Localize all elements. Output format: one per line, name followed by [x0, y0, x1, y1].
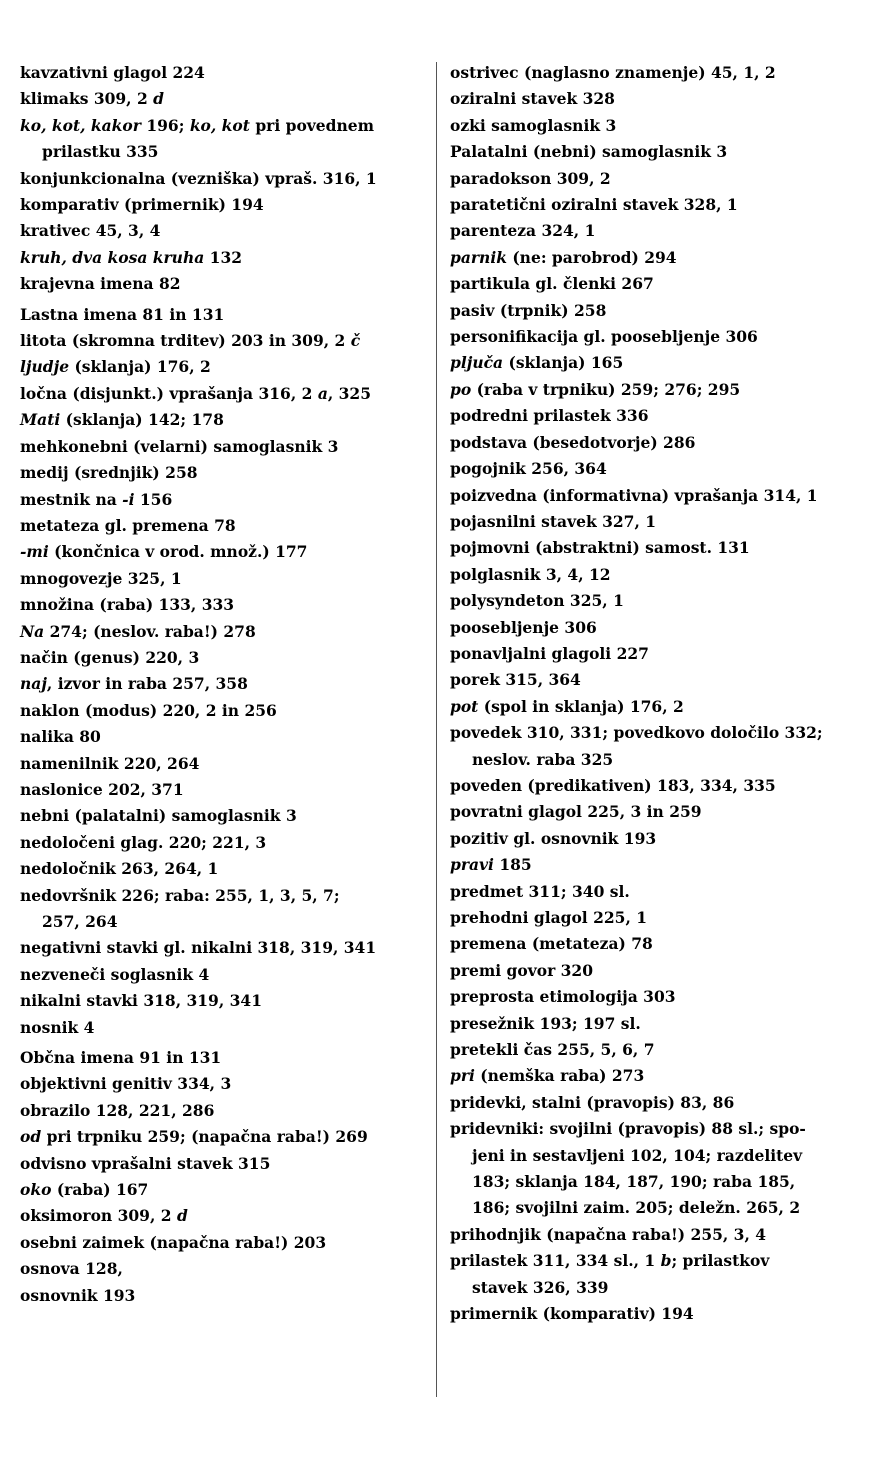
entry-text: nezveneči soglasnik 4	[20, 964, 210, 984]
entry-text: nedovršnik 226; raba: 255, 1, 3, 5, 7;	[20, 885, 340, 905]
index-entry	[20, 381, 425, 407]
index-entry	[450, 430, 855, 456]
entry-text: neslov. raba 325	[472, 749, 614, 769]
entry-text: primernik (komparativ) 194	[450, 1304, 694, 1324]
index-entry	[20, 434, 425, 460]
entry-text: 156	[134, 489, 173, 509]
entry-text: ; prilastkov	[671, 1251, 770, 1271]
entry-text: pri trpniku 259; (napačna raba!) 269	[41, 1127, 368, 1147]
entry-text: 132	[204, 247, 243, 267]
index-entry	[20, 1071, 425, 1097]
index-entry	[450, 641, 855, 667]
entry-text: stavek 326, 339	[472, 1277, 609, 1297]
entry-text: (sklanja) 165	[503, 353, 624, 373]
index-entry	[20, 218, 425, 244]
index-entry	[450, 720, 855, 746]
index-entry	[450, 852, 855, 878]
entry-text: pridevki, stalni (pravopis) 83, 86	[450, 1092, 735, 1112]
entry-text: povratni glagol 225, 3 in 259	[450, 802, 702, 822]
entry-text: pasiv (trpnik) 258	[450, 300, 607, 320]
italic-term: ko, kot	[189, 115, 250, 135]
entry-text: oziralni stavek 328	[450, 89, 615, 109]
index-entry	[450, 799, 855, 825]
entry-text: (spol in sklanja) 176, 2	[478, 696, 684, 716]
entry-text: , izvor in raba 257, 358	[46, 674, 248, 694]
entry-text: mehkonebni (velarni) samoglasnik 3	[20, 436, 339, 456]
entry-text: poizvedna (informativna) vprašanja 314, 1	[450, 485, 818, 505]
italic-term: pljuča	[450, 353, 504, 373]
index-entry	[450, 1301, 855, 1327]
entry-text: ločna (disjunkt.) vprašanja 316, 2	[20, 383, 318, 403]
index-entry	[20, 1256, 425, 1282]
entry-text: (sklanja) 176, 2	[69, 357, 211, 377]
entry-text: (raba) 167	[51, 1180, 149, 1200]
entry-text: pogojnik 256, 364	[450, 459, 607, 479]
index-entry	[450, 403, 855, 429]
index-entry	[20, 302, 425, 328]
entry-text: osnovnik 193	[20, 1285, 136, 1305]
entry-text: obrazilo 128, 221, 286	[20, 1100, 215, 1120]
index-entry	[20, 962, 425, 988]
column-divider	[436, 62, 437, 1397]
entry-text: polysyndeton 325, 1	[450, 591, 624, 611]
index-entry	[20, 935, 425, 961]
index-entry	[450, 298, 855, 324]
index-entry	[450, 879, 855, 905]
entry-text: podstava (besedotvorje) 286	[450, 432, 696, 452]
entry-text: (nemška raba) 273	[474, 1066, 645, 1086]
index-entry-continuation	[450, 1275, 855, 1301]
entry-text: jeni in sestavljeni 102, 104; razdelitev	[472, 1145, 803, 1165]
entry-text: polglasnik 3, 4, 12	[450, 564, 611, 584]
index-entry	[20, 698, 425, 724]
index-entry	[450, 984, 855, 1010]
entry-text: parenteza 324, 1	[450, 221, 596, 241]
index-entry-continuation	[450, 1195, 855, 1221]
index-entry	[450, 113, 855, 139]
entry-text: preprosta etimologija 303	[450, 987, 676, 1007]
entry-text: nedoločnik 263, 264, 1	[20, 859, 219, 879]
index-entry	[20, 777, 425, 803]
index-entry	[20, 1151, 425, 1177]
entry-text: nalika 80	[20, 727, 101, 747]
index-entry	[20, 1177, 425, 1203]
index-entry	[20, 645, 425, 671]
index-column-left	[20, 60, 425, 1309]
index-entry	[450, 667, 855, 693]
index-entry	[20, 460, 425, 486]
index-entry	[450, 192, 855, 218]
entry-text: nebni (palatalni) samoglasnik 3	[20, 806, 297, 826]
entry-text: ostrivec (naglasno znamenje) 45, 1, 2	[450, 63, 776, 82]
entry-text: mnogovezje 325, 1	[20, 568, 182, 588]
index-entry	[450, 86, 855, 112]
index-entry-continuation	[450, 747, 855, 773]
entry-text: medij (srednjik) 258	[20, 463, 198, 483]
entry-text: prilastek 311, 334 sl., 1	[450, 1251, 661, 1271]
index-entry	[20, 328, 425, 354]
italic-term: pri	[450, 1066, 475, 1086]
index-entry	[450, 245, 855, 271]
italic-term: pot	[450, 696, 479, 716]
entry-text: 186; svojilni zaim. 205; deležn. 265, 2	[472, 1198, 801, 1218]
index-entry	[450, 1222, 855, 1248]
entry-text: prilastku 335	[42, 142, 159, 162]
entry-text: paratetični oziralni stavek 328, 1	[450, 195, 738, 215]
entry-text: povedek 310, 331; povedkovo določilo 332;	[450, 723, 823, 743]
entry-text: Občna imena 91 in 131	[20, 1048, 222, 1068]
entry-text: 274; (neslov. raba!) 278	[44, 621, 256, 641]
entry-text: (sklanja) 142; 178	[60, 410, 224, 430]
index-entry	[20, 166, 425, 192]
entry-text: komparativ (primernik) 194	[20, 195, 264, 215]
entry-text: litota (skromna trditev) 203 in 309, 2	[20, 331, 351, 351]
italic-term: od	[20, 1127, 42, 1147]
index-entry	[20, 803, 425, 829]
index-entry	[450, 271, 855, 297]
index-entry	[20, 856, 425, 882]
index-entry	[20, 192, 425, 218]
entry-text: naklon (modus) 220, 2 in 256	[20, 700, 277, 720]
entry-text: konjunkcionalna (vezniška) vpraš. 316, 1	[20, 168, 377, 188]
entry-text: klimaks 309, 2	[20, 89, 154, 109]
entry-text: ponavljalni glagoli 227	[450, 643, 649, 663]
entry-text: osebni zaimek (napačna raba!) 203	[20, 1232, 327, 1252]
entry-text: mestnik na	[20, 489, 123, 509]
index-entry	[20, 988, 425, 1014]
index-entry	[450, 1090, 855, 1116]
index-entry	[20, 271, 425, 297]
index-entry	[20, 60, 425, 86]
index-entry	[450, 905, 855, 931]
index-entry	[450, 139, 855, 165]
entry-text: odvisno vprašalni stavek 315	[20, 1153, 271, 1173]
index-entry	[450, 931, 855, 957]
entry-text: metateza gl. premena 78	[20, 515, 236, 535]
index-entry	[450, 1011, 855, 1037]
index-entry	[450, 456, 855, 482]
index-column-right	[450, 60, 855, 1328]
entry-text: krativec 45, 3, 4	[20, 221, 161, 241]
entry-text: množina (raba) 133, 333	[20, 595, 235, 615]
index-entry	[450, 535, 855, 561]
italic-term: d	[176, 1206, 188, 1226]
entry-text: 196;	[140, 115, 190, 135]
index-entry	[450, 562, 855, 588]
entry-text: , 325	[327, 383, 372, 403]
italic-term: Na	[20, 621, 45, 641]
entry-text: nosnik 4	[20, 1017, 95, 1037]
entry-text: pri povednem	[249, 115, 375, 135]
italic-term: d	[153, 89, 164, 109]
entry-text: 183; sklanja 184, 187, 190; raba 185,	[472, 1172, 796, 1192]
entry-text: naslonice 202, 371	[20, 779, 184, 799]
entry-text: poosebljenje 306	[450, 617, 597, 637]
index-entry	[450, 958, 855, 984]
index-entry	[450, 350, 855, 376]
entry-text: paradokson 309, 2	[450, 168, 611, 188]
entry-text: ozki samoglasnik 3	[450, 115, 617, 135]
entry-text: nikalni stavki 318, 319, 341	[20, 991, 262, 1011]
italic-term: po	[450, 379, 472, 399]
italic-term: pravi	[450, 855, 494, 875]
italic-term: ljudje	[20, 357, 70, 377]
entry-text: podredni prilastek 336	[450, 406, 649, 426]
index-entry	[20, 1098, 425, 1124]
entry-text: premena (metateza) 78	[450, 934, 653, 954]
index-entry	[450, 615, 855, 641]
index-entry	[20, 86, 425, 112]
entry-text: pridevniki: svojilni (pravopis) 88 sl.; spo-	[450, 1119, 806, 1139]
index-entry	[20, 407, 425, 433]
index-entry	[450, 1116, 855, 1142]
entry-text: Lastna imena 81 in 131	[20, 304, 225, 324]
index-entry	[20, 354, 425, 380]
index-entry	[450, 588, 855, 614]
index-entry-continuation	[450, 1169, 855, 1195]
index-entry	[20, 883, 425, 909]
italic-term: ko, kot, kakor	[20, 115, 141, 135]
entry-text: partikula gl. členki 267	[450, 274, 654, 294]
index-entry	[20, 1283, 425, 1309]
entry-text: 185	[493, 855, 532, 875]
entry-text: pojmovni (abstraktni) samost. 131	[450, 538, 750, 558]
entry-text: namenilnik 220, 264	[20, 753, 200, 773]
entry-text: 257, 264	[42, 912, 118, 931]
index-entry-continuation	[20, 909, 425, 935]
index-entry	[20, 724, 425, 750]
italic-term: č	[350, 331, 361, 351]
index-entry	[450, 773, 855, 799]
entry-text: (raba v trpniku) 259; 276; 295	[471, 379, 741, 399]
italic-term: Mati	[20, 410, 61, 430]
entry-text: objektivni genitiv 334, 3	[20, 1074, 232, 1094]
index-entry	[20, 113, 425, 139]
index-entry-continuation	[450, 1143, 855, 1169]
index-entry	[450, 1248, 855, 1274]
index-entry	[20, 671, 425, 697]
entry-text: pretekli čas 255, 5, 6, 7	[450, 1040, 655, 1060]
entry-text: osnova 128,	[20, 1259, 123, 1279]
italic-term: oko	[20, 1180, 52, 1200]
entry-text: krajevna imena 82	[20, 274, 181, 294]
index-entry	[450, 1037, 855, 1063]
italic-term: b	[660, 1251, 672, 1271]
index-entry	[450, 826, 855, 852]
index-entry	[450, 60, 855, 86]
index-entry	[20, 513, 425, 539]
index-entry	[20, 592, 425, 618]
index-entry	[450, 377, 855, 403]
index-entry	[20, 1230, 425, 1256]
entry-text: Palatalni (nebni) samoglasnik 3	[450, 142, 728, 162]
entry-text: kavzativni glagol 224	[20, 63, 205, 82]
entry-text: pozitiv gl. osnovnik 193	[450, 828, 657, 848]
entry-text: oksimoron 309, 2	[20, 1206, 177, 1226]
index-entry	[20, 1203, 425, 1229]
entry-text: pojasnilni stavek 327, 1	[450, 511, 657, 531]
italic-term: a	[317, 383, 328, 403]
entry-text: premi govor 320	[450, 960, 593, 980]
entry-text: poveden (predikativen) 183, 334, 335	[450, 775, 776, 795]
index-entry	[20, 1015, 425, 1041]
entry-text: (ne: parobrod) 294	[506, 247, 677, 267]
index-entry-continuation	[20, 139, 425, 165]
index-entry	[450, 1063, 855, 1089]
entry-text: personifikacija gl. poosebljenje 306	[450, 327, 758, 347]
italic-term: -i	[122, 489, 135, 509]
index-entry	[450, 218, 855, 244]
index-entry	[20, 830, 425, 856]
entry-text: prihodnjik (napačna raba!) 255, 3, 4	[450, 1224, 767, 1244]
index-entry	[450, 483, 855, 509]
index-entry	[20, 619, 425, 645]
italic-term: kruh, dva kosa kruha	[20, 247, 205, 267]
entry-text: način (genus) 220, 3	[20, 647, 200, 667]
index-entry	[20, 1045, 425, 1071]
index-entry	[20, 751, 425, 777]
italic-term: parnik	[450, 247, 507, 267]
entry-text: prehodni glagol 225, 1	[450, 908, 648, 927]
entry-text: negativni stavki gl. nikalni 318, 319, 341	[20, 938, 377, 958]
italic-term: naj	[20, 674, 47, 694]
index-entry	[450, 324, 855, 350]
entry-text: nedoločeni glag. 220; 221, 3	[20, 832, 267, 852]
index-entry	[20, 539, 425, 565]
index-entry	[20, 1124, 425, 1150]
entry-text: predmet 311; 340 sl.	[450, 881, 630, 901]
index-entry	[450, 694, 855, 720]
index-entry	[20, 245, 425, 271]
entry-text: porek 315, 364	[450, 670, 581, 690]
italic-term: -mi	[20, 542, 49, 562]
index-entry	[20, 487, 425, 513]
entry-text: presežnik 193; 197 sl.	[450, 1013, 641, 1033]
index-entry	[450, 509, 855, 535]
entry-text: (končnica v orod. množ.) 177	[48, 542, 308, 562]
index-entry	[450, 166, 855, 192]
index-entry	[20, 566, 425, 592]
